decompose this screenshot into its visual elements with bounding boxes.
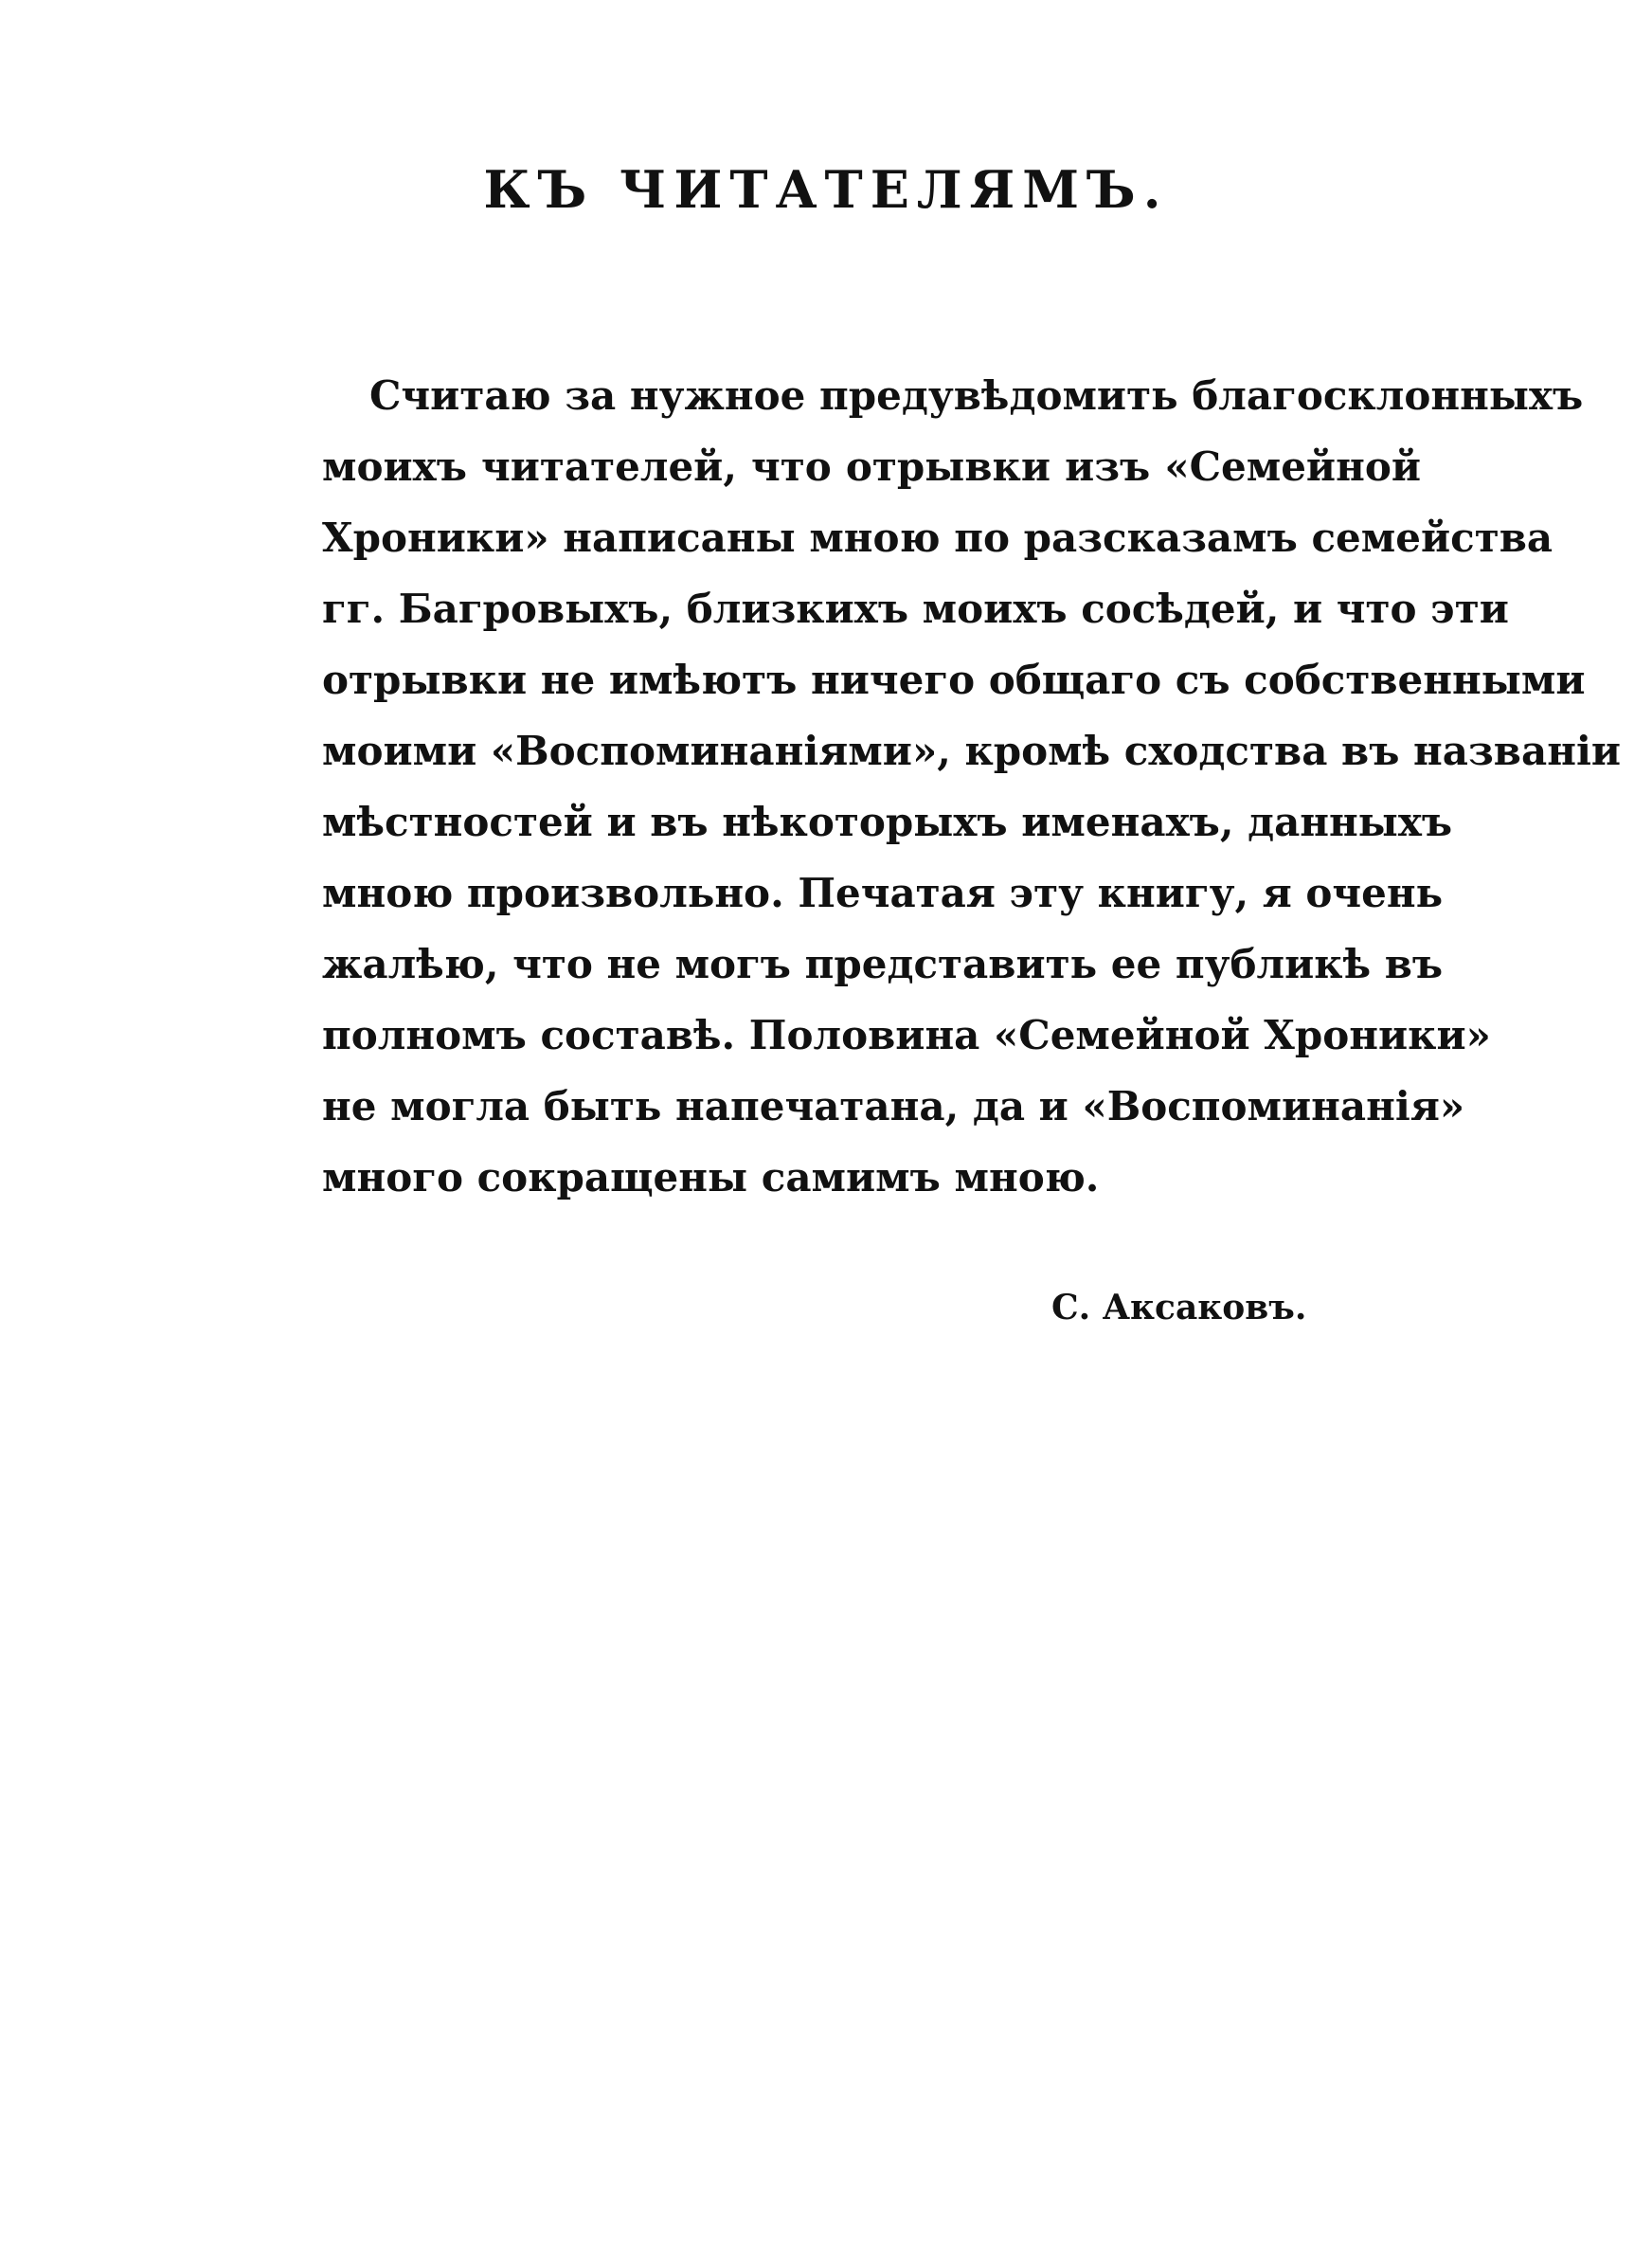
paragraph-line: Хроники» написаны мною по разсказамъ семейства: [322, 515, 1553, 561]
page-title: КЪ ЧИТАТЕЛЯМЪ.: [483, 159, 1169, 220]
paragraph-line: мною произвольно. Печатая эту книгу, я очень: [322, 870, 1444, 916]
paragraph-line: не могла быть напечатана, да и «Воспоминанія»: [322, 1083, 1465, 1129]
paragraph-line: моими «Воспоминаніями», кромѣ сходства въ названіи: [322, 728, 1622, 774]
paragraph-line: мѣстностей и въ нѣкоторыхъ именахъ, данныхъ: [322, 799, 1453, 845]
author-signature: С. Аксаковъ.: [1051, 1288, 1307, 1327]
paragraph-line: Считаю за нужное предувѣдомить благосклонныхъ: [369, 372, 1584, 419]
paragraph-line: много сокращены самимъ мною.: [322, 1154, 1100, 1201]
paragraph-line: моихъ читателей, что отрывки изъ «Семейной: [322, 443, 1421, 490]
body-paragraph: [322, 360, 1622, 1213]
paragraph-line: гг. Багровыхъ, близкихъ моихъ сосѣдей, и что эти: [322, 586, 1509, 632]
paragraph-line: отрывки не имѣютъ ничего общаго съ собственными: [322, 657, 1586, 703]
paragraph-line: жалѣю, что не могъ представить ее публикѣ въ: [322, 941, 1444, 987]
paragraph-line: полномъ составѣ. Половина «Семейной Хроники»: [322, 1012, 1491, 1058]
